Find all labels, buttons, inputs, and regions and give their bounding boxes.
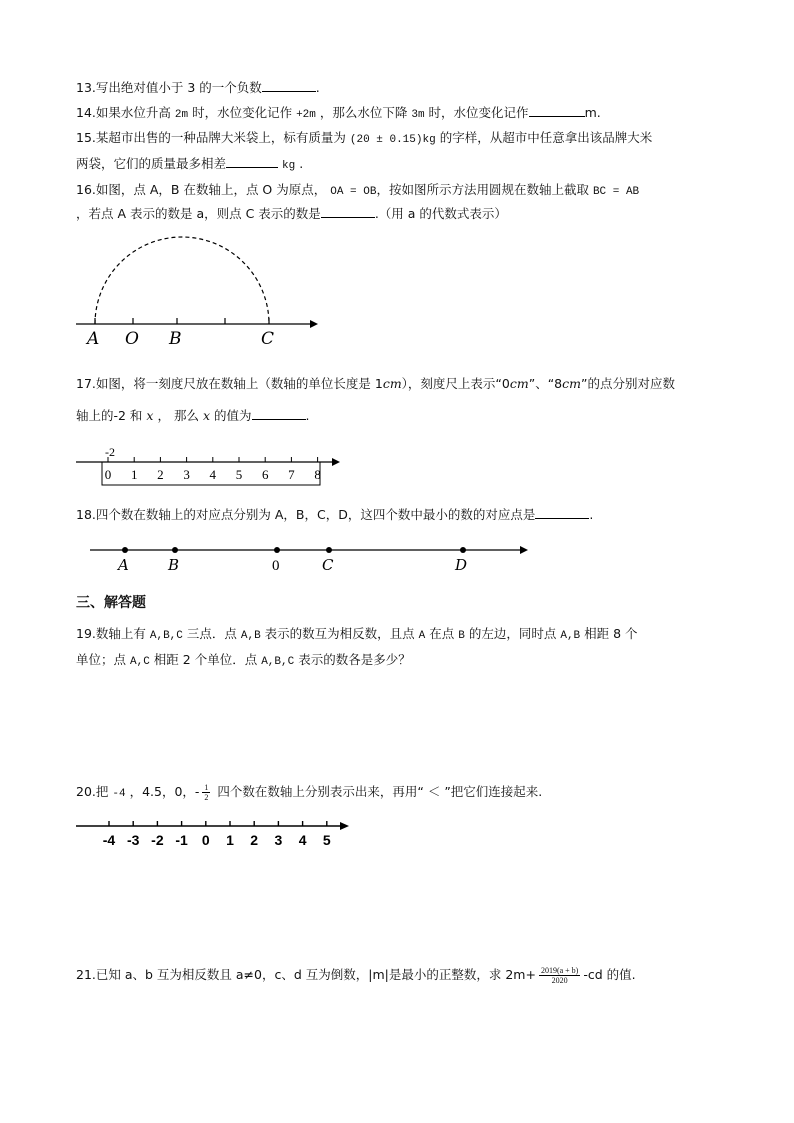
- label-B: B: [169, 329, 182, 349]
- label-A: A: [118, 556, 129, 574]
- arrow-icon: [340, 822, 349, 830]
- ruler-tick-label: 6: [261, 467, 269, 482]
- question-15: 15.某超市出售的一种品牌大米袋上，标有质量为 (20 ± 0.15)kg 的字样，从超市中任意拿出该品牌大米: [76, 130, 653, 146]
- fraction-expression: $\frac{2019(a + b)}{2020}$: [540, 966, 579, 985]
- label-zero: 0: [272, 558, 280, 574]
- axis-tick-label: -3: [126, 832, 140, 848]
- axis-tick-label: -2: [151, 832, 164, 848]
- point-B: [172, 547, 178, 553]
- section-heading: 三、解答题: [76, 595, 146, 611]
- question-18: 18.四个数在数轴上的对应点分别为 A，B，C，D，这四个数中最小的数的对应点是 .: [76, 507, 594, 522]
- question-20: 20.把 -4 ，4.5，0，- $\frac{1}{2}$ 四个数在数轴上分别表示出来，再用“ ＜ ”把它们连接起来.: [76, 783, 543, 802]
- label-C: C: [261, 329, 275, 349]
- axis-tick-label: 2: [250, 832, 259, 848]
- axis-tick-label: 5: [322, 832, 331, 848]
- question-16-line2: ，若点 A 表示的数是 a，则点 C 表示的数是 .（用 a 的代数式表示）: [76, 206, 507, 221]
- answer-blank: [529, 104, 585, 117]
- question-19-line2: 单位；点 A,C 相距 2 个单位．点 A,B,C 表示的数各是多少？: [76, 652, 411, 668]
- axis-tick-label: 0: [201, 832, 210, 848]
- answer-blank: [226, 155, 278, 168]
- label-minus-two: -2: [105, 445, 115, 459]
- question-17-line2: 轴上的-2 和 x ， 那么 x 的值为 .: [76, 408, 310, 423]
- fraction-one-half: $\frac{1}{2}$: [204, 783, 209, 802]
- axis-tick-label: 4: [298, 832, 307, 848]
- ruler-tick-label: 2: [157, 467, 164, 482]
- figure-16-number-line: [70, 230, 320, 355]
- axis-tick-label: 3: [274, 832, 283, 848]
- axis-tick-label: 1: [226, 832, 234, 848]
- compass-arc: [95, 237, 269, 324]
- question-17: 17.如图，将一刻度尺放在数轴上（数轴的单位长度是 1cm），刻度尺上表示“0cm”、“8cm”的点分别对应数: [76, 376, 675, 391]
- label-D: D: [455, 556, 468, 574]
- figure-17-ruler: [74, 440, 344, 495]
- label-A: A: [87, 329, 100, 349]
- ruler-tick-label: 1: [130, 467, 138, 482]
- question-13: 13.写出绝对值小于 3 的一个负数 .: [76, 80, 320, 95]
- question-15-line2: 两袋，它们的质量最多相差 kg .: [76, 156, 304, 172]
- label-C: C: [322, 556, 334, 574]
- axis-tick-label: -4: [102, 832, 116, 848]
- ruler-tick-label: 0: [104, 467, 112, 482]
- ruler-tick-label: 3: [183, 467, 190, 482]
- point-C: [326, 547, 332, 553]
- answer-blank: [535, 506, 589, 519]
- point-origin: [274, 547, 280, 553]
- answer-blank: [262, 79, 316, 92]
- ruler-tick-label: 7: [288, 467, 295, 482]
- arrow-icon: [310, 320, 318, 328]
- ruler-tick-label: 4: [209, 467, 217, 482]
- question-13-text: 13.写出绝对值小于 3 的一个负数: [76, 80, 262, 95]
- arrow-icon: [520, 546, 528, 554]
- question-21: 21.已知 a、b 互为相反数且 a≠0，c、d 互为倒数，|m|是最小的正整数，求 2m+ $\frac{2019(a + b)}{2020}$ -cd 的值.: [76, 966, 636, 985]
- question-14: 14.如果水位升高 2m 时，水位变化记作 +2m ，那么水位下降 3m 时，水位变化记作 m.: [76, 105, 601, 121]
- figure-20-number-line: [74, 815, 364, 855]
- arrow-icon: [332, 458, 340, 466]
- axis-tick-label: -1: [175, 832, 188, 848]
- question-16: 16.如图，点 A，B 在数轴上，点 O 为原点， OA = OB，按如图所示方法用圆规在数轴上截取 BC = AB: [76, 182, 640, 198]
- point-D: [460, 547, 466, 553]
- label-B: B: [168, 556, 180, 574]
- ruler-tick-label: 8: [314, 467, 321, 482]
- label-O: O: [125, 329, 139, 349]
- answer-blank: [252, 407, 306, 420]
- figure-18-number-line: [86, 538, 536, 578]
- question-19: 19.数轴上有 A,B,C 三点．点 A,B 表示的数互为相反数，且点 A 在点 B 的左边，同时点 A,B 相距 8 个: [76, 626, 638, 642]
- point-A: [122, 547, 128, 553]
- ruler-tick-label: 5: [235, 467, 243, 482]
- var-x: x: [146, 408, 154, 423]
- answer-blank: [321, 205, 375, 218]
